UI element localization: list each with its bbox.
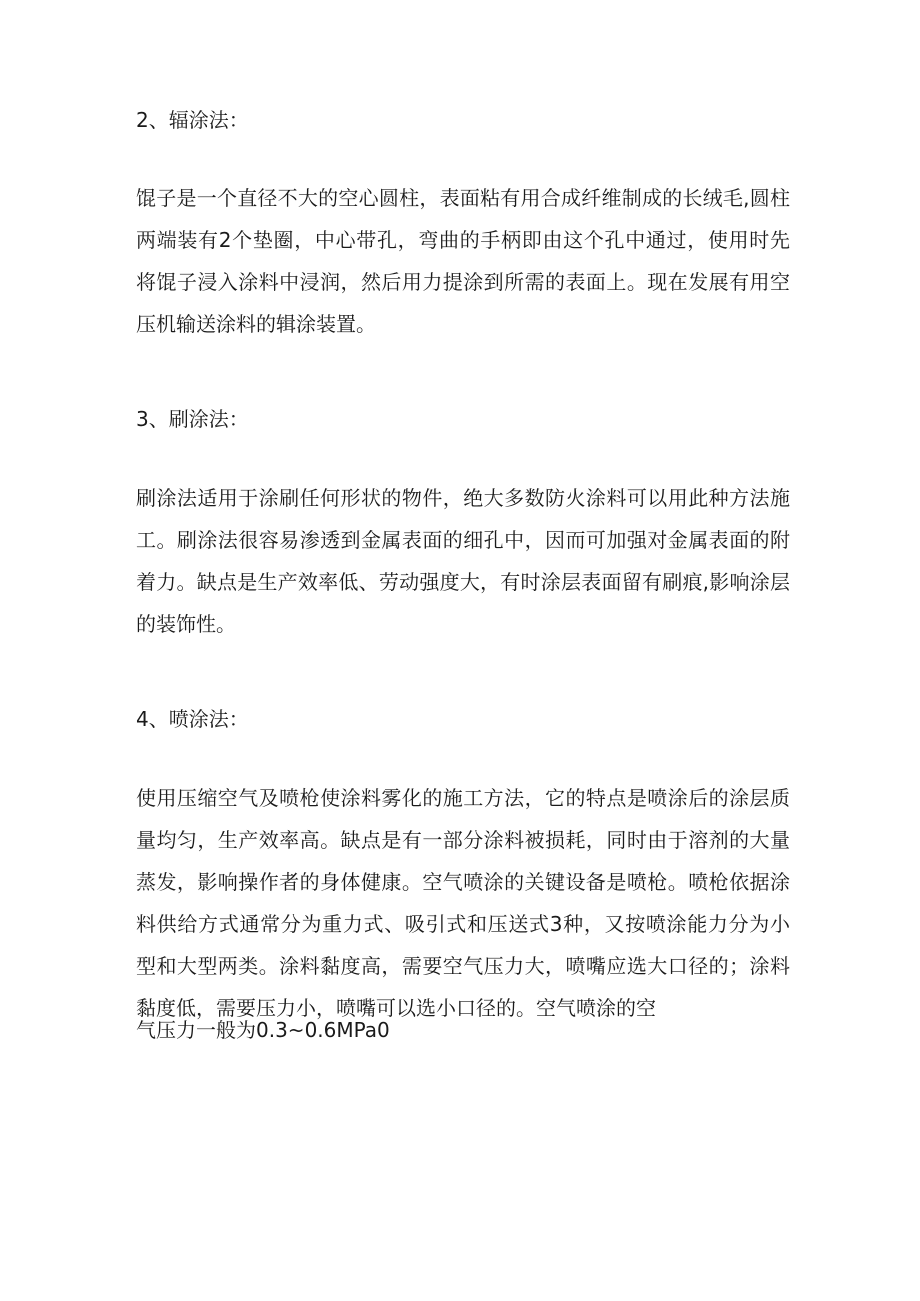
paragraph-spray <box>136 777 790 1029</box>
paragraph-line: 着力。缺点是生产效率低、劳动强度大，有时涂层表面留有刷痕,影响涂层 <box>136 570 790 594</box>
paragraph-line: 使用压缩空气及喷枪使涂料雾化的施工方法，它的特点是喷涂后的涂层质 <box>136 786 790 810</box>
section-heading-brush: 3、刷涂法： <box>136 407 249 431</box>
section-heading-roller: 2、辐涂法： <box>136 108 249 132</box>
paragraph-roller <box>136 177 790 345</box>
section-heading-spray: 4、喷涂法： <box>136 707 249 731</box>
paragraph-line: 蒸发，影响操作者的身体健康。空气喷涂的关键设备是喷枪。喷枪依据涂 <box>136 870 790 894</box>
paragraph-line: 将馄子浸入涂料中浸润，然后用力提涂到所需的表面上。现在发展有用空 <box>136 270 790 294</box>
paragraph-line: 刷涂法适用于涂刷任何形状的物件，绝大多数防火涂料可以用此种方法施 <box>136 486 790 510</box>
paragraph-line: 黏度低，需要压力小，喷嘴可以选小口径的。空气喷涂的空 <box>136 996 656 1020</box>
paragraph-brush <box>136 477 790 645</box>
paragraph-line: 两端装有2个垫圈，中心带孔，弯曲的手柄即由这个孔中通过，使用时先 <box>136 228 790 252</box>
paragraph-line: 馄子是一个直径不大的空心圆柱，表面粘有用合成纤维制成的长绒毛,圆柱 <box>136 186 790 210</box>
paragraph-line: 工。刷涂法很容易渗透到金属表面的细孔中，因而可加强对金属表面的附 <box>136 528 790 552</box>
paragraph-line: 压机输送涂料的辑涂装置。 <box>136 312 376 336</box>
paragraph-line: 料供给方式通常分为重力式、吸引式和压送式3种，又按喷涂能力分为小 <box>136 912 790 936</box>
paragraph-tail-line: 气压力一般为0.3~0.6MPa0 <box>136 1018 390 1042</box>
paragraph-line: 的装饰性。 <box>136 612 236 636</box>
paragraph-line: 型和大型两类。涂料黏度高，需要空气压力大，喷嘴应选大口径的；涂料 <box>136 954 790 978</box>
paragraph-line: 量均匀，生产效率高。缺点是有一部分涂料被损耗，同时由于溶剂的大量 <box>136 828 790 852</box>
